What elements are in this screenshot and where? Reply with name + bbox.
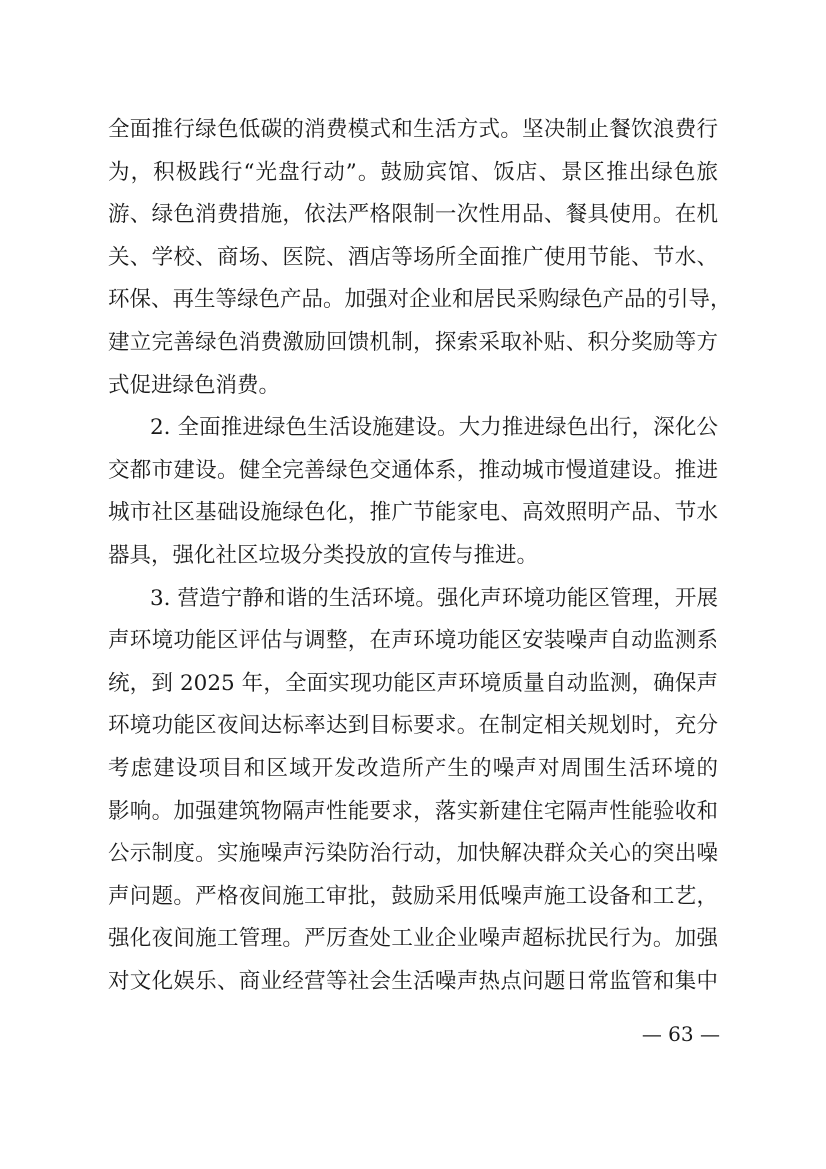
text-line: 强化夜间施工管理。严厉查处工业企业噪声超标扰民行为。加强 (108, 926, 718, 952)
paragraph-heading-line: 3. 营造宁静和谐的生活环境。强化声环境功能区管理，开展 (150, 585, 718, 611)
text-line: 声环境功能区评估与调整，在声环境功能区安装噪声自动监测系 (108, 628, 718, 654)
text-line: 环保、再生等绿色产品。加强对企业和居民采购绿色产品的引导， (108, 287, 732, 313)
text-line: 声问题。严格夜间施工审批，鼓励采用低噪声施工设备和工艺， (108, 883, 718, 909)
text-line: 游、绿色消费措施，依法严格限制一次性用品、餐具使用。在机 (108, 202, 718, 228)
text-line: 环境功能区夜间达标率达到目标要求。在制定相关规划时，充分 (108, 713, 718, 739)
text-line: 城市社区基础设施绿色化，推广节能家电、高效照明产品、节水 (108, 500, 718, 526)
text-line: 关、学校、商场、医院、酒店等场所全面推广使用节能、节水、 (108, 244, 718, 270)
text-line: 交都市建设。健全完善绿色交通体系，推动城市慢道建设。推进 (108, 457, 718, 483)
text-line: 建立完善绿色消费激励回馈机制，探索采取补贴、积分奖励等方 (108, 329, 718, 355)
text-line: 全面推行绿色低碳的消费模式和生活方式。坚决制止餐饮浪费行 (108, 117, 718, 142)
page-number: — 63 — (641, 1022, 720, 1046)
text-line: 影响。加强建筑物隔声性能要求，落实新建住宅隔声性能验收和 (108, 798, 718, 824)
text-line: 公示制度。实施噪声污染防治行动，加快解决群众关心的突出噪 (108, 841, 718, 867)
paragraph-heading-line: 2. 全面推进绿色生活设施建设。大力推进绿色出行，深化公 (150, 415, 718, 441)
text-line: 对文化娱乐、商业经营等社会生活噪声热点问题日常监管和集中 (108, 968, 718, 994)
body-text (108, 109, 732, 1003)
text-line: 为，积极践行“光盘行动”。鼓励宾馆、饭店、景区推出绿色旅 (108, 159, 718, 185)
text-line: 器具，强化社区垃圾分类投放的宣传与推进。 (108, 542, 539, 568)
text-line: 统，到 2025 年，全面实现功能区声环境质量自动监测，确保声 (108, 670, 718, 696)
text-line: 考虑建设项目和区域开发改造所产生的噪声对周围生活环境的 (108, 755, 718, 781)
text-line: 式促进绿色消费。 (108, 372, 281, 398)
